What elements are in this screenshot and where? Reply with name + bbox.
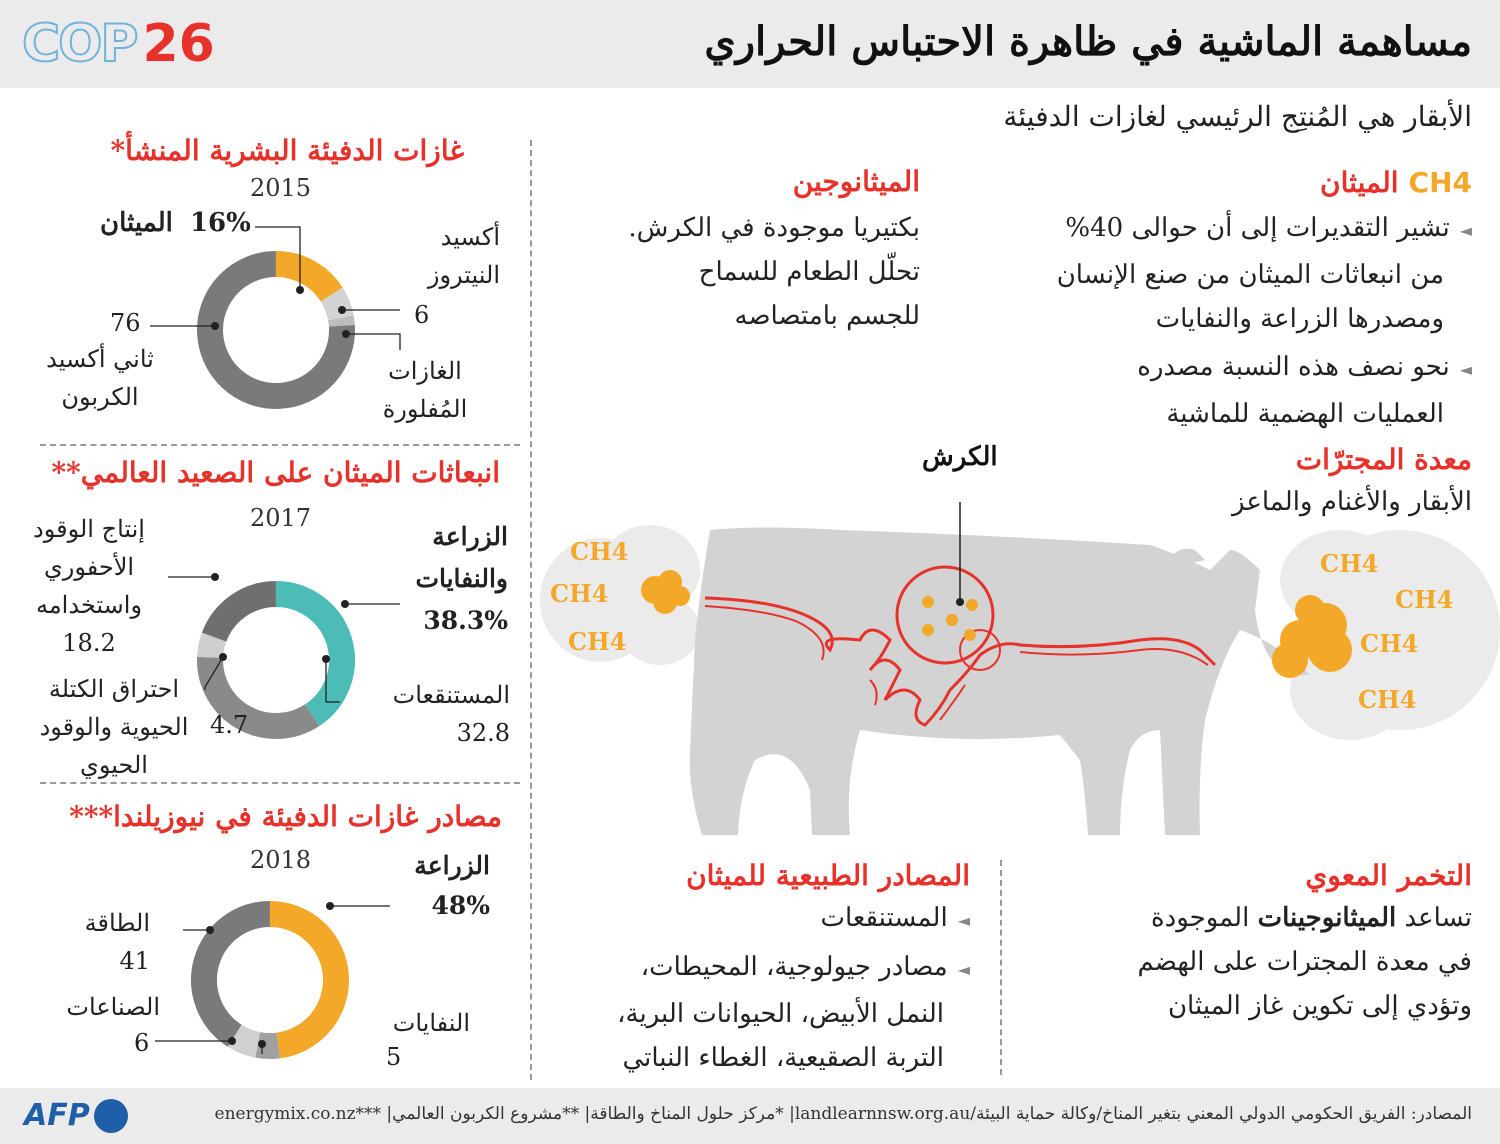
bullet-icon: ◄ (1459, 221, 1472, 240)
chart2-agri-line1: الزراعة (432, 522, 508, 551)
natural-sources-section (550, 856, 970, 1080)
chart3-waste-value: 5 (386, 1043, 402, 1071)
chart3-industry-name: الصناعات (66, 993, 160, 1021)
footer-bar (0, 1088, 1500, 1144)
chart2-agri-label (398, 516, 508, 642)
leader-dot (296, 286, 304, 294)
chart2-fossil-line2: الأحفوري (43, 553, 135, 581)
chart3-energy-value: 41 (119, 947, 150, 975)
ruminants-title: معدة المجترّات (1295, 443, 1472, 476)
donut-segment-3 (235, 1036, 258, 1045)
logo-cop-text: COP (22, 14, 137, 74)
chart2-year: 2017 (250, 504, 312, 532)
chart-divider-1 (40, 444, 520, 446)
chart3-title: مصادر غازات الدفيئة في نيوزيلندا*** (69, 800, 502, 833)
afp-logo (24, 1098, 128, 1133)
chart1-co2-label (40, 340, 160, 416)
afp-circle-icon (94, 1099, 128, 1133)
chart1-methane-label (100, 208, 251, 238)
chart2-agri-value: 38.3% (423, 606, 508, 635)
chart3-waste-name: النفايات (392, 1009, 470, 1037)
methanogens-section (560, 160, 920, 338)
chart2-biomass-label (24, 670, 204, 784)
chart2-fossil-value: 18.2 (62, 629, 116, 657)
methane-bullet1-line2: من انبعاثات الميثان من صنع الإنسان (1056, 260, 1444, 290)
chart2-biomass-value: 4.7 (210, 711, 249, 739)
chart1-co2-line2: الكربون (61, 383, 139, 411)
natural-bullet2-line1: مصادر جيولوجية، المحيطات، (640, 952, 948, 982)
cop26-logo (22, 14, 215, 74)
chart1-year: 2015 (250, 174, 312, 202)
leader-dot (258, 1040, 266, 1048)
chart3-industry-label (40, 988, 160, 1026)
chart1-methane-value: 16% (189, 208, 251, 238)
cow-body (690, 528, 1310, 836)
chart2-biomass-line3: الحيوي (80, 751, 148, 779)
donut-segment-4 (214, 594, 276, 637)
fermentation-line1-suffix: الموجودة (1151, 903, 1258, 933)
leader-dot (219, 653, 227, 661)
leader-dot (211, 322, 219, 330)
donut-segment-1 (270, 914, 336, 1045)
chart3-industry-value: 6 (134, 1029, 150, 1057)
donut-segment-3 (210, 637, 214, 657)
chart2-wetlands-name: المستنقعات (392, 681, 510, 709)
leader-dot (338, 306, 346, 314)
chart1-nitrous-value: 6 (414, 301, 430, 329)
fermentation-line3: وتؤدي إلى تكوين غاز الميثان (1167, 991, 1472, 1021)
chart2-biomass-line1: احتراق الكتلة (48, 675, 180, 703)
chart1-nitrous-line1: أكسيد (440, 223, 500, 251)
chart3-agri-label (400, 846, 490, 926)
bullet-icon: ◄ (957, 960, 970, 979)
subtitle: الأبقار هي المُنتِج الرئيسي لغازات الدفيئة (1003, 100, 1472, 133)
fermentation-line1-prefix: تساعد (1396, 903, 1472, 933)
fermentation-title: التخمر المعوي (1305, 859, 1472, 892)
chart1-fluor-line1: الغازات (388, 357, 462, 385)
bullet-icon: ◄ (957, 911, 970, 930)
chart3-agri-name: الزراعة (414, 851, 490, 880)
methanogens-line2: تحلّل الطعام للسماح (698, 257, 920, 287)
natural-bullet1: المستنقعات (820, 903, 948, 933)
ruminants-text: الأبقار والأغنام والماعز (1231, 487, 1472, 517)
rumen-pointer-dot (956, 598, 964, 606)
donut-segment-2 (332, 295, 341, 318)
afp-text: AFP (24, 1098, 90, 1133)
chart1-nitrous-line2: النيتروز (427, 261, 500, 289)
left-column-divider (530, 140, 532, 1080)
chart2-fossil-line1: إنتاج الوقود (33, 515, 145, 543)
leader-dot (341, 600, 349, 608)
methanogens-line1: بكتيريا موجودة في الكرش. (628, 213, 920, 243)
bullet-icon: ◄ (1459, 360, 1472, 379)
methane-bullet2-line1: نحو نصف هذه النسبة مصدره (1137, 352, 1450, 382)
chart3-year: 2018 (250, 846, 312, 874)
chart1-methane-name: الميثان (100, 208, 173, 238)
natural-sources-title: المصادر الطبيعية للميثان (686, 859, 970, 892)
header-bar (0, 0, 1500, 88)
chart2-title: انبعاثات الميثان على الصعيد العالمي** (51, 456, 500, 489)
donut-segment-1 (276, 594, 342, 715)
methane-formula: CH4 (1408, 165, 1472, 199)
chart2-biomass-line2: الحيوية والوقود (39, 713, 189, 741)
chart2-agri-line2: والنفايات (415, 564, 508, 593)
leader-dot (326, 902, 334, 910)
chart3-energy-label (60, 904, 150, 980)
leader-dot (322, 655, 330, 663)
ch4-mouth-2: CH4 (1395, 585, 1454, 614)
chart3-waste-label (380, 1004, 470, 1042)
leader-dot (228, 1037, 236, 1045)
chart1-co2-value: 76 (110, 309, 141, 337)
chart1-co2-line1: ثاني أكسيد (46, 345, 154, 373)
methane-bullet1-line3: ومصدرها الزراعة والنفايات (1155, 304, 1444, 334)
methane-bullet1-line1: تشير التقديرات إلى أن حوالى 40% (1065, 213, 1450, 243)
chart1-fluor-line2: المُفلورة (382, 395, 468, 423)
methane-section (1002, 160, 1472, 436)
logo-number: 26 (142, 14, 215, 74)
natural-bullet2-line2: النمل الأبيض، الحيوانات البرية، (617, 999, 944, 1029)
rumen-label: الكرش (922, 442, 998, 472)
cow-illustration (540, 490, 1500, 850)
leader-line (350, 334, 400, 350)
donut-segment-3 (341, 318, 342, 326)
chart3-agri-value: 48% (431, 891, 490, 920)
methane-bullet2-line2: العمليات الهضمية للماشية (1166, 399, 1444, 429)
ch4-tail-1: CH4 (570, 537, 629, 566)
chart2-fossil-label (14, 510, 164, 662)
methanogens-line3: للجسم بامتصاصه (734, 301, 920, 331)
donut-segment-4 (204, 914, 270, 1036)
ch4-tail-3: CH4 (568, 627, 627, 656)
chart1-fluor-label (380, 352, 470, 428)
methanogens-title: الميثانوجين (792, 165, 920, 198)
fermentation-line1-bold: الميثانوجينات (1257, 903, 1397, 933)
natural-bullet2-line3: التربة الصقيعية، الغطاء النباتي (622, 1043, 944, 1073)
ch4-mouth-4: CH4 (1358, 685, 1417, 714)
leader-dot (206, 926, 214, 934)
chart1-nitrous-label (410, 218, 500, 294)
ch4-mouth-3: CH4 (1360, 629, 1419, 658)
chart3-energy-name: الطاقة (84, 909, 150, 937)
ch4-mouth-1: CH4 (1320, 549, 1379, 578)
leader-dot (211, 573, 219, 581)
bottom-divider (1000, 860, 1002, 1075)
methane-title: الميثان (1320, 165, 1399, 199)
ch4-tail-2: CH4 (550, 579, 609, 608)
fermentation-line2: في معدة المجترات على الهضم (1137, 947, 1472, 977)
chart2-wetlands-value: 32.8 (456, 719, 510, 747)
footer-sources: المصادر: الفريق الحكومي الدولي المعني بتغير المناخ/وكالة حماية البيئة/landlearnnsw.org.au| *مركز حلول المناخ والطاقة| **مشروع الكربون العالمي| ***energymix.co.nz (214, 1104, 1472, 1124)
chart2-fossil-line3: واستخدامه (35, 591, 143, 619)
page-title: مساهمة الماشية في ظاهرة الاحتباس الحراري (704, 18, 1472, 65)
chart2-wetlands-label (380, 676, 510, 752)
fermentation-section (1032, 856, 1472, 1028)
leader-dot (342, 330, 350, 338)
chart1-title: غازات الدفيئة البشرية المنشأ* (110, 134, 464, 167)
